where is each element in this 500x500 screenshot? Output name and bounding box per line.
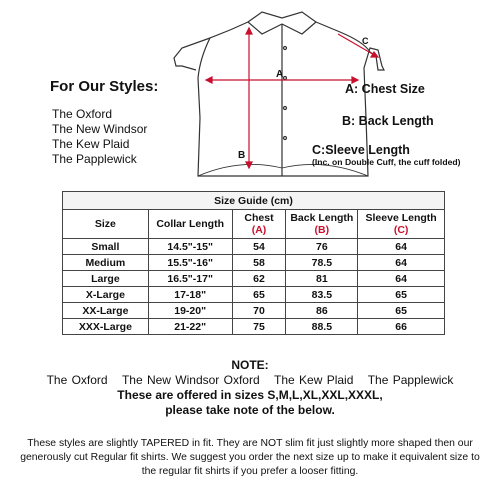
note-style-name: The New Windsor Oxford <box>121 373 260 387</box>
marker-a: A <box>276 69 284 80</box>
marker-b: B <box>238 150 246 161</box>
cell-sleeve: 64 <box>358 255 445 271</box>
cell-sleeve: 64 <box>358 271 445 287</box>
cell-back: 76 <box>286 239 358 255</box>
style-item: The Oxford <box>52 107 113 121</box>
cell-collar: 16.5"-17" <box>148 271 232 287</box>
legend-sleeve-note: (Inc. on Double Cuff, the cuff folded) <box>312 157 461 167</box>
table-row <box>63 239 445 255</box>
cell-collar: 19-20" <box>148 303 232 319</box>
size-guide-table <box>62 191 445 335</box>
arrow-head-icon <box>246 28 252 34</box>
table-row <box>63 303 445 319</box>
cell-back: 81 <box>286 271 358 287</box>
header-collar: Collar Length <box>148 210 232 239</box>
note-style-names <box>0 373 500 387</box>
cell-chest: 54 <box>232 239 286 255</box>
fit-disclaimer: These styles are slightly TAPERED in fit. They are NOT slim fit just slightly more shaped then our generously cut Regular fit shirts. We suggest you order the next size up to make it equivalent size to the regular fit shirts if you prefer a looser fitting. <box>20 438 480 477</box>
header-sleeve-label: Sleeve Length <box>365 212 437 224</box>
style-item: The Kew Plaid <box>52 137 130 151</box>
cell-sleeve: 65 <box>358 303 445 319</box>
cell-chest: 58 <box>232 255 286 271</box>
cell-chest: 65 <box>232 287 286 303</box>
cell-back: 88.5 <box>286 319 358 335</box>
styles-list <box>52 107 147 167</box>
cell-sleeve: 64 <box>358 239 445 255</box>
offered-line-1: These are offered in sizes S,M,L,XL,XXL,XXXL, <box>117 388 383 402</box>
header-chest-label: Chest <box>244 212 274 224</box>
header-back <box>286 210 358 239</box>
note-title: NOTE: <box>231 358 269 372</box>
header-chest-code: (A) <box>251 224 267 236</box>
note-style-name: The Kew Plaid <box>274 373 354 387</box>
header-sleeve-code: (C) <box>393 224 409 236</box>
cell-size: Medium <box>63 255 149 271</box>
style-item: The Papplewick <box>52 152 137 166</box>
table-row <box>63 287 445 303</box>
cell-size: Small <box>63 239 149 255</box>
sleeve-measure-line <box>338 34 376 56</box>
styles-heading: For Our Styles: <box>50 78 159 95</box>
legend-chest: A: Chest Size <box>345 82 425 96</box>
cell-collar: 14.5"-15" <box>148 239 232 255</box>
cell-back: 78.5 <box>286 255 358 271</box>
table-title: Size Guide (cm) <box>63 192 445 210</box>
cell-size: XXX-Large <box>63 319 149 335</box>
table-row <box>63 319 445 335</box>
header-chest <box>232 210 286 239</box>
cell-chest: 75 <box>232 319 286 335</box>
cell-chest: 70 <box>232 303 286 319</box>
cell-size: Large <box>63 271 149 287</box>
table-header-row <box>63 210 445 239</box>
arrow-head-icon <box>246 162 252 168</box>
cell-back: 86 <box>286 303 358 319</box>
style-item: The New Windsor <box>52 122 148 136</box>
cell-sleeve: 66 <box>358 319 445 335</box>
cell-chest: 62 <box>232 271 286 287</box>
cell-sleeve: 65 <box>358 287 445 303</box>
cell-collar: 15.5"-16" <box>148 255 232 271</box>
cell-size: X-Large <box>63 287 149 303</box>
header-back-label: Back Length <box>290 212 354 224</box>
cell-collar: 17-18" <box>148 287 232 303</box>
header-back-code: (B) <box>314 224 330 236</box>
legend-sleeve-length: C:Sleeve Length <box>312 143 410 157</box>
arrow-head-icon <box>206 77 212 83</box>
note-style-name: The Papplewick <box>367 373 454 387</box>
cell-collar: 21-22" <box>148 319 232 335</box>
cell-size: XX-Large <box>63 303 149 319</box>
table-row <box>63 255 445 271</box>
header-size: Size <box>63 210 149 239</box>
legend-back-length: B: Back Length <box>342 114 434 128</box>
marker-c: C <box>362 36 369 46</box>
offered-sizes-note <box>20 388 480 418</box>
cell-back: 83.5 <box>286 287 358 303</box>
table-title-row <box>63 192 445 210</box>
offered-line-2: please take note of the below. <box>165 403 335 417</box>
table-row <box>63 271 445 287</box>
note-style-name: The Oxford <box>46 373 108 387</box>
header-sleeve <box>358 210 445 239</box>
